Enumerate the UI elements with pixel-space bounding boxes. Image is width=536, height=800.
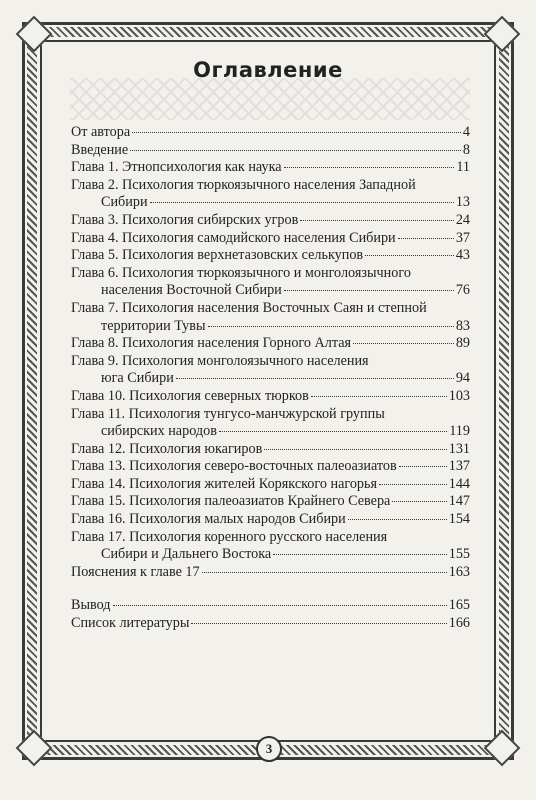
- toc-entry-row: [71, 458, 470, 476]
- dot-leader: [130, 150, 461, 151]
- toc-entry-title: От автора: [71, 124, 131, 140]
- toc-entry-page: 103: [448, 387, 470, 404]
- toc-entry-row: [71, 282, 470, 300]
- toc-entry[interactable]: [71, 529, 470, 564]
- dot-leader: [219, 431, 447, 432]
- toc-entry-row: [71, 247, 470, 265]
- dot-leader: [311, 396, 447, 397]
- toc-entry-title: Глава 8. Психология населения Горного Алтая: [71, 335, 352, 352]
- toc-entry[interactable]: [71, 230, 470, 248]
- dot-leader: [202, 572, 447, 573]
- toc-entry-row: [71, 493, 470, 511]
- toc-entry[interactable]: [71, 247, 470, 265]
- section-spacer: [71, 581, 470, 597]
- toc-entry-page: 166: [448, 615, 470, 632]
- toc-entry-row: [71, 212, 470, 230]
- toc-entry-page: 94: [455, 370, 470, 387]
- toc-entry-row: [71, 564, 470, 582]
- dot-leader: [264, 449, 446, 450]
- toc-entry[interactable]: [71, 458, 470, 476]
- toc-entry[interactable]: [71, 353, 470, 388]
- toc-entry-title-continued: Сибири: [101, 194, 148, 211]
- dot-leader: [398, 238, 454, 239]
- page-number: 3: [256, 736, 282, 762]
- toc-entry-row: [71, 423, 470, 441]
- toc-entry-row: [71, 194, 470, 212]
- dot-leader: [392, 501, 446, 502]
- toc-entry[interactable]: [71, 335, 470, 353]
- toc-entry-title: Глава 2. Психология тюркоязычного населения Западной: [71, 176, 416, 193]
- toc-entry-title: Глава 15. Психология палеоазиатов Крайнего Севера: [71, 493, 391, 510]
- dot-leader: [273, 554, 447, 555]
- toc-entry[interactable]: [71, 493, 470, 511]
- dot-leader: [176, 378, 454, 379]
- toc-entry-title: Глава 13. Психология северо-восточных палеоазиатов: [71, 458, 397, 475]
- toc-entry-title-continued: территории Тувы: [101, 317, 206, 334]
- dot-leader: [284, 290, 454, 291]
- toc-entry-title-continued: сибирских народов: [101, 423, 217, 440]
- toc-entry-row: [71, 159, 470, 177]
- dot-leader: [348, 519, 447, 520]
- dot-leader: [365, 255, 454, 256]
- toc-entry-page: 13: [455, 194, 470, 211]
- page-title: Оглавление: [193, 58, 343, 82]
- toc-entry-page: 155: [448, 546, 470, 563]
- toc-entry[interactable]: [71, 441, 470, 459]
- toc-entry[interactable]: [71, 212, 470, 230]
- toc-entry[interactable]: [71, 388, 470, 406]
- dot-leader: [353, 343, 454, 344]
- toc-entry[interactable]: [71, 597, 470, 615]
- toc-entry-title: Глава 3. Психология сибирских угров: [71, 211, 299, 228]
- dot-leader: [284, 167, 455, 168]
- toc-entry-page: 83: [455, 317, 470, 334]
- toc-entry[interactable]: [71, 265, 470, 300]
- toc-entry-title: Глава 10. Психология северных тюрков: [71, 387, 309, 404]
- toc-entry-title: Глава 16. Психология малых народов Сибири: [71, 511, 346, 528]
- toc-entry[interactable]: [71, 142, 470, 160]
- toc-entry[interactable]: [71, 511, 470, 529]
- toc-entry-row: [71, 615, 470, 633]
- toc-entry-row: [71, 441, 470, 459]
- toc-entry-title: Глава 5. Психология верхнетазовских селькупов: [71, 247, 364, 264]
- toc-entry-title: Глава 9. Психология монголоязычного населения: [71, 352, 369, 369]
- toc-entry-title-continued: населения Восточной Сибири: [101, 282, 282, 299]
- toc-entry-title: Глава 11. Психология тунгусо-манчжурской группы: [71, 405, 385, 422]
- toc-entry-page: 147: [448, 493, 470, 510]
- toc-entry[interactable]: [71, 159, 470, 177]
- toc-entry-row: [71, 318, 470, 336]
- dot-leader: [379, 484, 447, 485]
- toc-entry-page: 11: [456, 159, 470, 176]
- toc-entry-title-continued: Сибири и Дальнего Востока: [101, 546, 272, 563]
- toc-entry-row: [71, 476, 470, 494]
- toc-entry[interactable]: [71, 177, 470, 212]
- toc-entry-page: 137: [448, 458, 470, 475]
- toc-entry-page: 76: [455, 282, 470, 299]
- toc-entry-title: Глава 17. Психология коренного русского населения: [71, 528, 388, 545]
- toc-entry[interactable]: [71, 406, 470, 441]
- toc-entry[interactable]: [71, 476, 470, 494]
- table-of-contents: [71, 124, 470, 633]
- toc-entry[interactable]: [71, 615, 470, 633]
- toc-entry-title: Введение: [71, 141, 129, 158]
- toc-entry-title: Глава 1. Этнопсихология как наука: [71, 159, 282, 176]
- toc-entry-row: [71, 370, 470, 388]
- toc-entry-row: [71, 546, 470, 564]
- dot-leader: [208, 326, 454, 327]
- dot-leader: [191, 623, 446, 624]
- toc-entry-page: 8: [462, 141, 470, 158]
- toc-entry-row: [71, 511, 470, 529]
- toc-entry-row: [71, 230, 470, 248]
- toc-entry-page: 24: [455, 211, 470, 228]
- toc-entry-row: [71, 388, 470, 406]
- toc-entry[interactable]: [71, 124, 470, 142]
- toc-entry[interactable]: [71, 300, 470, 335]
- toc-entry-title: Глава 4. Психология самодийского населения Сибири: [71, 229, 396, 246]
- toc-entry-row: [71, 142, 470, 160]
- dot-leader: [399, 466, 447, 467]
- toc-entry[interactable]: [71, 564, 470, 582]
- toc-entry-row: [71, 597, 470, 615]
- toc-entry-page: 89: [455, 335, 470, 352]
- toc-entry-page: 165: [448, 597, 470, 614]
- dot-leader: [113, 605, 447, 606]
- dot-leader: [132, 132, 461, 133]
- toc-entry-title: Вывод: [71, 597, 111, 614]
- header-ornament: [70, 78, 470, 120]
- toc-entry-page: 131: [448, 440, 470, 457]
- toc-entry-page: 37: [455, 229, 470, 246]
- toc-entry-title: Глава 6. Психология тюркоязычного и монголоязычного: [71, 264, 411, 281]
- toc-entry-title-continued: юга Сибири: [101, 370, 174, 387]
- dot-leader: [300, 220, 453, 221]
- toc-entry-title: Глава 7. Психология населения Восточных Саян и степной: [71, 299, 427, 316]
- toc-entry-page: 154: [448, 511, 470, 528]
- toc-entry-title: Глава 14. Психология жителей Корякского нагорья: [71, 475, 378, 492]
- toc-entry-page: 144: [448, 475, 470, 492]
- toc-entry-page: 119: [449, 423, 470, 440]
- toc-entry-page: 43: [455, 247, 470, 264]
- toc-entry-page: 4: [462, 124, 470, 140]
- toc-entry-row: [71, 124, 470, 142]
- toc-entry-title: Пояснения к главе 17: [71, 563, 200, 580]
- toc-entry-title: Список литературы: [71, 615, 190, 632]
- toc-entry-row: [71, 335, 470, 353]
- dot-leader: [150, 202, 454, 203]
- toc-entry-page: 163: [448, 563, 470, 580]
- toc-entry-title: Глава 12. Психология юкагиров: [71, 440, 263, 457]
